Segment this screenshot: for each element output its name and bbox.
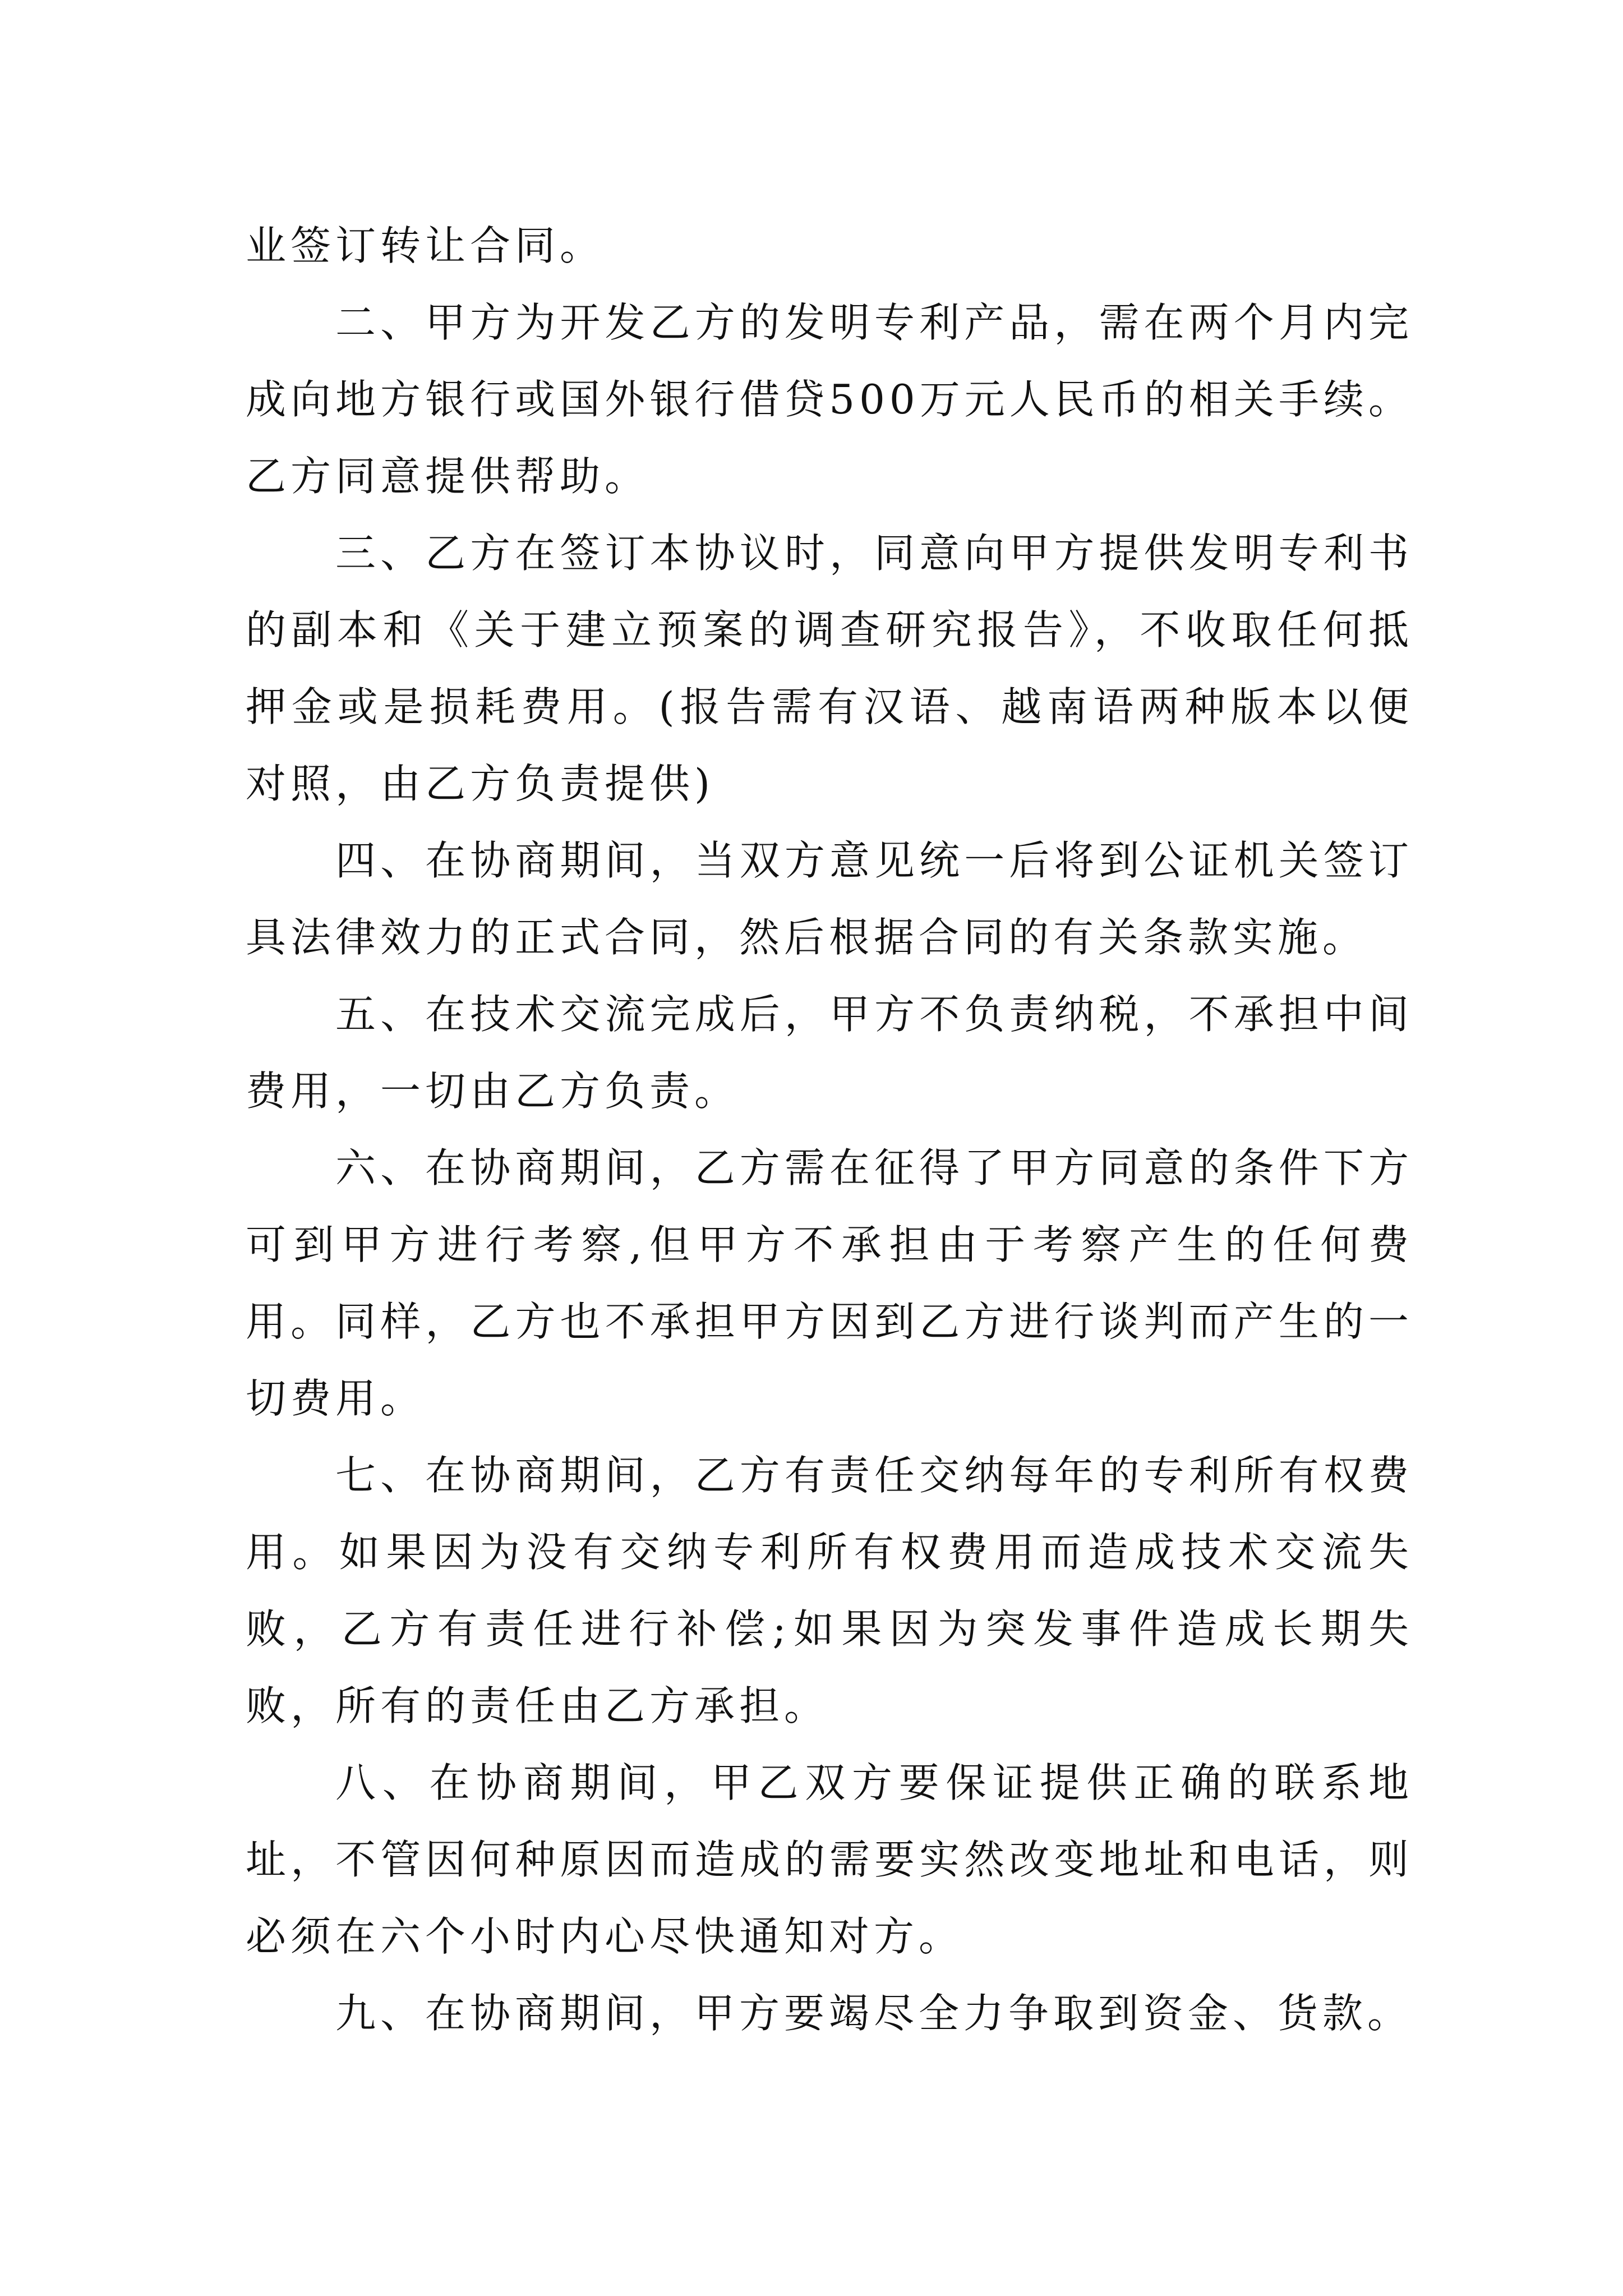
clause-4: 四、在协商期间，当双方意见统一后将到公证机关签订具法律效力的正式合同，然后根据合同的有关条款实施。 — [246, 837, 1413, 961]
clause-9: 九、在协商期间，甲方要竭尽全力争取到资金、货款。 — [335, 1990, 1413, 2037]
paragraph-continuation: 业签订转让合同。 — [246, 222, 605, 269]
document-page — [246, 208, 1413, 2052]
clause-5: 五、在技术交流完成后，甲方不负责纳税，不承担中间费用，一切由乙方负责。 — [246, 991, 1413, 1115]
clause-2: 二、甲方为开发乙方的发明专利产品，需在两个月内完成向地方银行或国外银行借贷500万元人民币的相关手续。乙方同意提供帮助。 — [246, 299, 1413, 500]
clause-7: 七、在协商期间，乙方有责任交纳每年的专利所有权费用。如果因为没有交纳专利所有权费用而造成技术交流失败，乙方有责任进行补偿;如果因为突发事件造成长期失败，所有的责任由乙方承担。 — [246, 1452, 1413, 1729]
clause-6: 六、在协商期间，乙方需在征得了甲方同意的条件下方可到甲方进行考察,但甲方不承担由于考察产生的任何费用。同样，乙方也不承担甲方因到乙方进行谈判而产生的一切费用。 — [246, 1144, 1413, 1422]
clause-3: 三、乙方在签订本协议时，同意向甲方提供发明专利书的副本和《关于建立预案的调查研究报告》，不收取任何抵押金或是损耗费用。(报告需有汉语、越南语两种版本以便对照，由乙方负责提供) — [246, 530, 1413, 807]
clause-8: 八、在协商期间，甲乙双方要保证提供正确的联系地址，不管因何种原因而造成的需要实然改变地址和电话，则必须在六个小时内心尽快通知对方。 — [246, 1759, 1413, 1960]
